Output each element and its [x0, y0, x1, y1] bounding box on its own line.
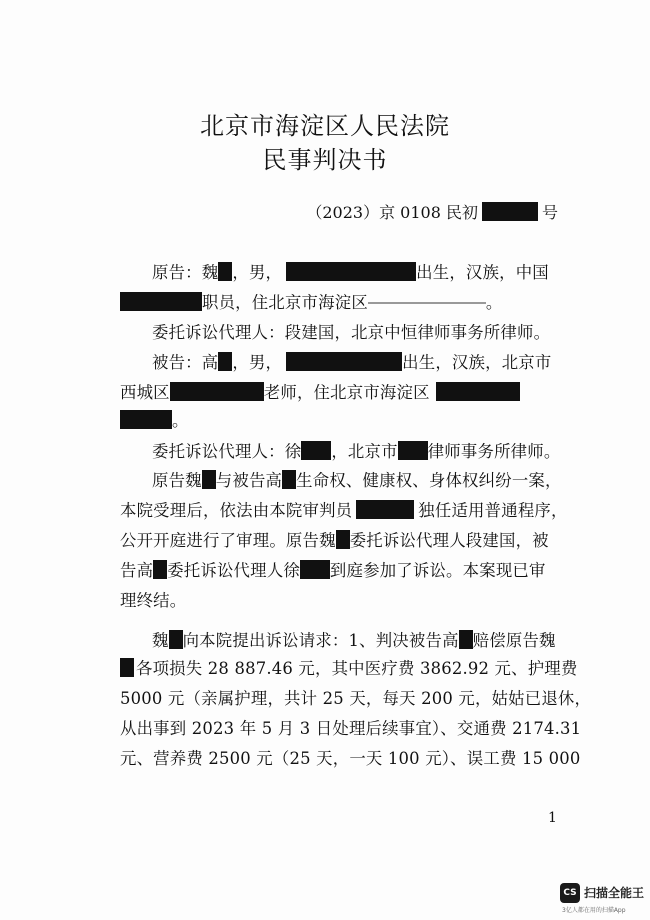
- watermark-name: 扫描全能王: [584, 886, 645, 900]
- redaction: [120, 658, 134, 677]
- redaction: [218, 262, 232, 281]
- redaction: [286, 352, 402, 371]
- redaction: [398, 441, 428, 460]
- camscanner-logo-icon: CS: [560, 883, 580, 903]
- redaction: [436, 382, 520, 401]
- text-line: 委托诉讼代理人：段建国，北京中恒律师事务所律师。: [152, 323, 551, 342]
- document-type: 民事判决书: [262, 146, 388, 174]
- text-line: 理终结。: [120, 591, 187, 610]
- text-line: 告高 委托诉讼代理人徐 到庭参加了诉讼。本案现已审: [120, 561, 546, 580]
- redaction: [153, 560, 167, 579]
- text-line: 5000 元（亲属护理，共计 25 天，每天 200 元，姑姑已退休，: [120, 689, 592, 708]
- redaction: [368, 302, 486, 304]
- text-line: 元、营养费 2500 元（25 天，一天 100 元）、误工费 15 000: [120, 749, 581, 768]
- redaction: [170, 382, 264, 401]
- redaction: [282, 470, 296, 489]
- text-line: 公开开庭进行了审理。原告魏 委托诉讼代理人段建国，被: [120, 531, 549, 550]
- redaction: [356, 500, 414, 519]
- redaction: [301, 441, 331, 460]
- text-line: 各项损失 28 887.46 元，其中医疗费 3862.92 元、护理费: [120, 658, 578, 680]
- text-line: 被告：高 ，男， 出生，汉族，北京市: [152, 353, 552, 372]
- text-line: 西城区 老师，住北京市海淀区: [120, 382, 520, 404]
- court-name: 北京市海淀区人民法院: [200, 112, 450, 140]
- redaction: [482, 202, 538, 221]
- text-line: 原告：魏 ，男， 出生，汉族，中国: [152, 263, 549, 282]
- text-line: 原告魏 与被告高 生命权、健康权、身体权纠纷一案，: [152, 471, 562, 490]
- text-line: 职员，住北京市海淀区 。: [120, 292, 503, 314]
- redaction: [120, 292, 202, 311]
- text-line: 从出事到 2023 年 5 月 3 日处理后续事宜）、交通费 2174.31: [120, 719, 582, 738]
- scanner-watermark: [560, 879, 646, 915]
- text-line: 魏 向本院提出诉讼请求：1、判决被告高 赔偿原告魏: [152, 631, 556, 650]
- watermark-tagline: 3亿人都在用的扫描App: [562, 907, 626, 914]
- page-number: 1: [548, 810, 557, 826]
- redaction: [300, 560, 330, 579]
- case-number: （2023）京 0108 民初 号: [306, 203, 558, 222]
- redaction: [336, 530, 350, 549]
- redaction: [286, 262, 416, 281]
- text-line: 本院受理后，依法由本院审判员 独任适用普通程序，: [120, 501, 568, 520]
- redaction: [459, 630, 473, 649]
- redaction: [218, 352, 232, 371]
- redaction: [120, 410, 172, 429]
- redaction: [169, 630, 183, 649]
- text-line: 。: [120, 410, 189, 432]
- redaction: [202, 470, 216, 489]
- text-line: 委托诉讼代理人：徐 ，北京市 律师事务所律师。: [152, 442, 561, 461]
